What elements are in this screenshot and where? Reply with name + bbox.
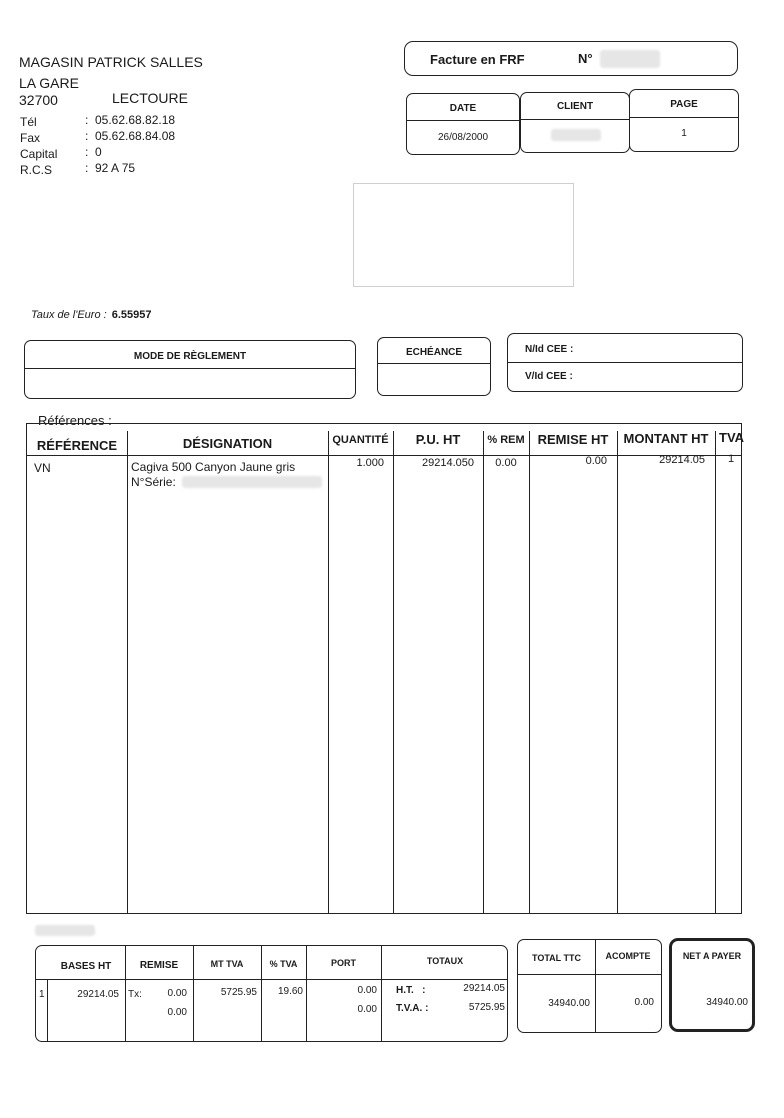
date-box bbox=[406, 93, 520, 155]
header-acompte: ACOMPTE bbox=[605, 951, 651, 961]
header-remise-ht: REMISE HT bbox=[537, 432, 609, 447]
row-reference: VN bbox=[34, 461, 51, 475]
header-montant-ht: MONTANT HT bbox=[623, 431, 709, 446]
header-bases-ht: BASES HT bbox=[60, 961, 112, 972]
client-header: CLIENT bbox=[556, 101, 594, 112]
row-remise-ht: 0.00 bbox=[585, 455, 607, 467]
header-designation: DÉSIGNATION bbox=[182, 436, 273, 451]
page-header: PAGE bbox=[670, 99, 698, 110]
cee-box bbox=[507, 333, 743, 392]
contact-label: Capital bbox=[20, 147, 58, 161]
company-city: LECTOURE bbox=[112, 90, 188, 106]
header-pu-ht: P.U. HT bbox=[415, 432, 461, 447]
header-port: PORT bbox=[330, 958, 356, 968]
totals-table bbox=[35, 945, 508, 1042]
totals-port-1: 0.00 bbox=[357, 985, 377, 996]
contact-rcs: 92 A 75 bbox=[95, 161, 136, 175]
invoice-date: 26/08/2000 bbox=[437, 132, 489, 143]
header-net-a-payer: NET A PAYER bbox=[682, 951, 742, 961]
net-a-payer-value: 34940.00 bbox=[706, 997, 748, 1008]
company-name: MAGASIN PATRICK SALLES bbox=[19, 54, 203, 70]
ttc-acompte-box bbox=[517, 939, 662, 1033]
totals-remise-1: 0.00 bbox=[167, 988, 187, 999]
contact-label: Fax bbox=[20, 131, 41, 145]
totals-port-2: 0.00 bbox=[357, 1004, 377, 1015]
euro-rate-label: Taux de l'Euro : bbox=[31, 309, 107, 321]
due-date-label: ECHÉANCE bbox=[405, 347, 463, 358]
contact-values bbox=[95, 112, 175, 176]
header-tva: TVA bbox=[719, 430, 745, 445]
total-ttc-value: 34940.00 bbox=[548, 998, 590, 1009]
totals-ht-value: 29214.05 bbox=[463, 983, 505, 994]
invoice-number-redacted bbox=[600, 50, 660, 68]
address-window bbox=[353, 183, 574, 287]
euro-rate bbox=[31, 309, 152, 321]
items-table bbox=[26, 423, 745, 914]
client-redacted bbox=[551, 129, 601, 141]
row-serial-label: N°Série: bbox=[131, 475, 176, 489]
client-box bbox=[520, 92, 630, 153]
due-date-box bbox=[377, 337, 491, 396]
row-designation: Cagiva 500 Canyon Jaune gris bbox=[131, 460, 296, 474]
contact-label: R.C.S bbox=[20, 163, 53, 177]
header-mt-tva: MT TVA bbox=[210, 959, 244, 969]
footer-redacted bbox=[35, 925, 95, 936]
row-pu-ht: 29214.050 bbox=[422, 457, 474, 469]
net-a-payer-box bbox=[669, 938, 755, 1032]
contact-labels bbox=[20, 114, 57, 178]
date-header: DATE bbox=[449, 103, 477, 114]
contact-colons: : : : : bbox=[85, 113, 89, 175]
nid-cee-label: N/Id CEE : bbox=[525, 344, 574, 355]
totals-pct-tva: 19.60 bbox=[277, 986, 303, 997]
row-quantity: 1.000 bbox=[356, 457, 384, 469]
contact-fax: 05.62.68.84.08 bbox=[95, 129, 176, 143]
header-rem-pct: % REM bbox=[487, 434, 525, 446]
header-pct-tva: % TVA bbox=[269, 959, 298, 969]
page-number: 1 bbox=[681, 128, 687, 139]
header-totaux: TOTAUX bbox=[426, 956, 464, 966]
payment-mode-label: MODE DE RÈGLEMENT bbox=[133, 351, 247, 362]
euro-rate-value: 6.55957 bbox=[111, 309, 152, 321]
totals-remise-2: 0.00 bbox=[167, 1007, 187, 1018]
invoice-number-label: N° bbox=[578, 51, 593, 66]
totals-mt-tva: 5725.95 bbox=[220, 987, 257, 998]
invoice-title: Facture en FRF bbox=[430, 52, 525, 67]
totals-bases-ht: 29214.05 bbox=[77, 989, 119, 1000]
payment-mode-box bbox=[24, 340, 356, 399]
contact-capital: 0 bbox=[95, 145, 102, 159]
row-serial-redacted bbox=[182, 476, 322, 488]
contact-label: Tél bbox=[20, 115, 37, 129]
row-tva: 1 bbox=[728, 453, 735, 465]
vid-cee-label: V/Id CEE : bbox=[525, 371, 573, 382]
company-address: LA GARE bbox=[19, 75, 79, 91]
invoice-title-box bbox=[404, 41, 738, 76]
header-remise: REMISE bbox=[139, 960, 179, 971]
totals-tva-label: T.V.A. : bbox=[396, 1003, 429, 1014]
header-quantity: QUANTITÉ bbox=[332, 434, 389, 446]
contact-phone: 05.62.68.82.18 bbox=[95, 113, 176, 127]
totals-ht-label: H.T. : bbox=[396, 985, 426, 996]
acompte-value: 0.00 bbox=[634, 997, 654, 1008]
row-montant-ht: 29214.05 bbox=[659, 454, 705, 466]
header-total-ttc: TOTAL TTC bbox=[532, 953, 581, 963]
references-label: Références : bbox=[38, 413, 112, 428]
totals-tva-value: 5725.95 bbox=[468, 1002, 505, 1013]
totals-tx-label: Tx: bbox=[128, 989, 142, 1000]
company-postcode: 32700 bbox=[19, 92, 58, 108]
totals-row-index: 1 bbox=[39, 989, 45, 1000]
header-reference: RÉFÉRENCE bbox=[36, 438, 118, 453]
row-rem-pct: 0.00 bbox=[495, 457, 517, 469]
page-box bbox=[629, 89, 739, 152]
